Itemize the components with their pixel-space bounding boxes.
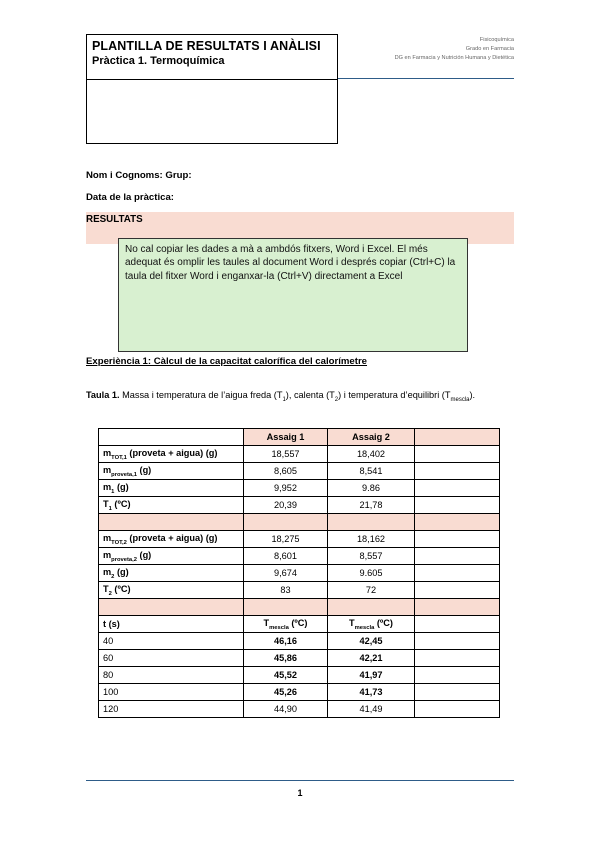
time-cell: 120 <box>99 701 244 718</box>
table-cell <box>415 463 500 480</box>
table-cell: 9,674 <box>244 565 328 582</box>
caption-text: ) i temperatura d’equilibri (T <box>338 390 451 400</box>
title-box-divider <box>87 79 337 80</box>
table-cell: 9.86 <box>328 480 415 497</box>
caption-sub: 2 <box>334 396 339 403</box>
table-cell <box>415 446 500 463</box>
name-group-field: Nom i Cognoms: Grup: <box>86 170 192 181</box>
header-accent-line <box>338 78 514 79</box>
row-label: $T_1$ (ºC) <box>99 497 244 514</box>
table-cell <box>415 480 500 497</box>
column-header-assaig-1: Assaig 1 <box>244 429 328 446</box>
header-double-degree: DG en Farmacia y Nutrición Humana y Dietética <box>394 55 514 61</box>
table-cell <box>415 582 500 599</box>
table-header-row <box>99 429 500 446</box>
table-row <box>99 684 500 701</box>
table-row <box>99 582 500 599</box>
instruction-note: No cal copiar les dades a mà a ambdós fitxers, Word i Excel. El més adequat és omplir les taules al document Word i després copiar (Ctrl+C) la taula del fitxer Word i enganxar-la (Ctrl+V) directament a Excel <box>118 238 468 352</box>
table-cell: 8,601 <box>244 548 328 565</box>
table-cell: 21,78 <box>328 497 415 514</box>
table-cell: 45,52 <box>244 667 328 684</box>
table-cell <box>415 684 500 701</box>
caption-label: Taula 1. <box>86 390 120 400</box>
caption-sub: mescla <box>450 396 470 403</box>
table-cell: 42,21 <box>328 650 415 667</box>
table-cell <box>415 616 500 633</box>
table-row <box>99 548 500 565</box>
row-label: $T_2$ (ºC) <box>99 582 244 599</box>
time-cell: 80 <box>99 667 244 684</box>
row-label: $m_1$ (g) <box>99 480 244 497</box>
table-cell: 42,45 <box>328 633 415 650</box>
tmix-header-1: $T_{mescla}$ (ºC) <box>244 616 328 633</box>
document-title: PLANTILLA DE RESULTATS I ANÀLISI <box>92 39 321 53</box>
caption-text: ), calenta (T <box>285 390 335 400</box>
table-cell: 44,90 <box>244 701 328 718</box>
table-cell <box>415 548 500 565</box>
table-cell: 18,557 <box>244 446 328 463</box>
table-row <box>99 497 500 514</box>
table-cell: 9,952 <box>244 480 328 497</box>
table-cell <box>415 701 500 718</box>
table-cell: 45,86 <box>244 650 328 667</box>
table-cell: 72 <box>328 582 415 599</box>
row-label: $m_{proveta,2}$ (g) <box>99 548 244 565</box>
table-caption <box>86 384 516 411</box>
table-cell: 18,402 <box>328 446 415 463</box>
table-cell <box>99 429 244 446</box>
time-column-header: t (s) <box>99 616 244 633</box>
document-subtitle: Pràctica 1. Termoquímica <box>92 55 225 67</box>
table-row <box>99 463 500 480</box>
tmix-header-2: $T_{mescla}$ (ºC) <box>328 616 415 633</box>
table-cell: 9.605 <box>328 565 415 582</box>
table-cell: 18,162 <box>328 531 415 548</box>
table-row <box>99 701 500 718</box>
table-cell: 46,16 <box>244 633 328 650</box>
row-label: $m_2$ (g) <box>99 565 244 582</box>
experience-title: Experiència 1: Càlcul de la capacitat calorífica del calorímetre <box>86 356 368 367</box>
page-number: 1 <box>297 788 303 798</box>
table-row <box>99 565 500 582</box>
header-course: Fisicoquímica <box>479 37 514 43</box>
table-cell: 8,605 <box>244 463 328 480</box>
caption-sub: 1 <box>282 396 286 403</box>
table-row <box>99 667 500 684</box>
table-cell: 45,26 <box>244 684 328 701</box>
table-cell <box>415 667 500 684</box>
table-row <box>99 531 500 548</box>
table-cell: 83 <box>244 582 328 599</box>
header-degree: Grado en Farmacia <box>465 46 514 52</box>
table-cell: 41,97 <box>328 667 415 684</box>
footer-accent-line <box>86 780 514 781</box>
row-label: $m_{TOT,1}$ (proveta + aigua) (g) <box>99 446 244 463</box>
results-heading: RESULTATS <box>86 214 143 225</box>
time-cell: 40 <box>99 633 244 650</box>
row-label: $m_{proveta,1}$ (g) <box>99 463 244 480</box>
table-cell: 18,275 <box>244 531 328 548</box>
caption-text: ). <box>469 390 476 400</box>
table-cell: 41,73 <box>328 684 415 701</box>
table-cell <box>415 531 500 548</box>
table-cell <box>415 633 500 650</box>
time-header-row <box>99 616 500 633</box>
results-table <box>98 428 500 718</box>
column-header-assaig-2: Assaig 2 <box>328 429 415 446</box>
table-cell: 20,39 <box>244 497 328 514</box>
date-field: Data de la pràctica: <box>86 192 174 203</box>
table-row <box>99 633 500 650</box>
time-cell: 100 <box>99 684 244 701</box>
table-cell: 8,557 <box>328 548 415 565</box>
table-row <box>99 650 500 667</box>
separator-row <box>99 599 500 616</box>
separator-row <box>99 514 500 531</box>
caption-text: Massa i temperatura de l’aigua freda (T <box>119 390 283 400</box>
table-cell: 8,541 <box>328 463 415 480</box>
table-row <box>99 446 500 463</box>
table-cell <box>415 429 500 446</box>
table-cell <box>415 497 500 514</box>
time-cell: 60 <box>99 650 244 667</box>
table-row <box>99 480 500 497</box>
table-cell <box>415 650 500 667</box>
table-cell <box>415 565 500 582</box>
table-cell: 41,49 <box>328 701 415 718</box>
row-label: $m_{TOT,2}$ (proveta + aigua) (g) <box>99 531 244 548</box>
